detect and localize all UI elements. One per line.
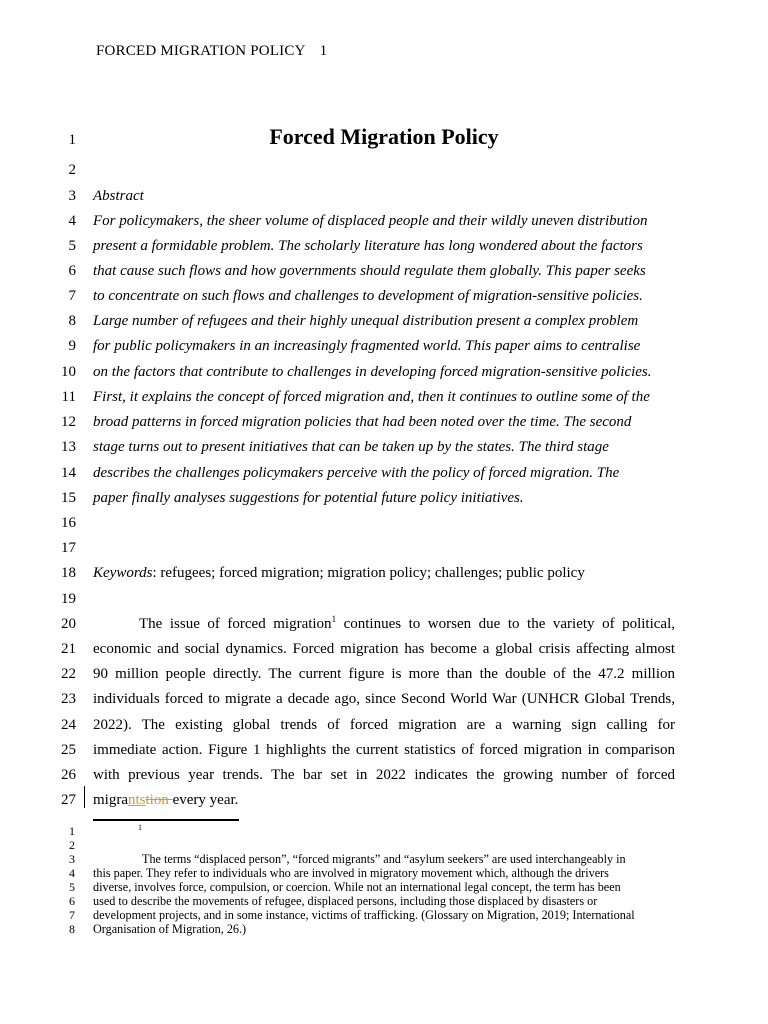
line-number: 6: [68, 263, 76, 279]
line-number: 4: [68, 213, 76, 229]
line-number: 24: [61, 717, 76, 733]
tracked-insertion[interactable]: nts: [128, 792, 146, 808]
footnote-reference[interactable]: 1: [331, 614, 337, 624]
footnote-line[interactable]: this paper. They refer to individuals who are involved in migratory movement which, although the drivers: [93, 866, 609, 880]
body-line[interactable]: immediate action. Figure 1 highlights the current statistics of forced migration in comparison: [93, 742, 675, 758]
body-text: migra: [93, 792, 128, 808]
abstract-line[interactable]: that cause such flows and how governments should regulate them globally. This paper seeks: [93, 263, 646, 279]
line-number: 27: [61, 792, 76, 808]
body-line[interactable]: 2022). The existing global trends of forced migration are a warning sign calling for: [93, 717, 675, 733]
abstract-line[interactable]: describes the challenges policymakers perceive with the policy of forced migration. The: [93, 465, 620, 481]
line-number: 26: [61, 767, 76, 783]
line-number: 14: [61, 465, 76, 481]
footnote-line-number: 3: [69, 852, 75, 866]
keywords-label: Keywords: [93, 565, 153, 581]
abstract-line[interactable]: First, it explains the concept of forced migration and, then it continues to outline some of the: [93, 389, 650, 405]
footnote-line[interactable]: development projects, and in some instance, victims of trafficking. (Glossary on Migration, 2019; International: [93, 908, 635, 922]
footnote-separator: [93, 819, 239, 821]
footnote-line[interactable]: used to describe the movements of refugee, displaced persons, including those displaced by disasters or: [93, 894, 598, 908]
line-number: 7: [68, 288, 76, 304]
line-number: 15: [61, 490, 76, 506]
abstract-line[interactable]: present a formidable problem. The scholarly literature has long wondered about the factors: [93, 238, 643, 254]
line-number: 25: [61, 742, 76, 758]
footnote-line[interactable]: Organisation of Migration, 26.): [93, 922, 247, 936]
line-number: 16: [61, 515, 76, 531]
line-number: 20: [61, 616, 76, 632]
footnote-line[interactable]: The terms “displaced person”, “forced migrants” and “asylum seekers” are used interchangeably in: [142, 852, 626, 866]
abstract-line[interactable]: For policymakers, the sheer volume of displaced people and their wildly uneven distribution: [93, 213, 648, 229]
line-number: 11: [61, 389, 76, 405]
line-number: 10: [61, 364, 76, 380]
abstract-line[interactable]: stage turns out to present initiatives that can be taken up by the states. The third stage: [93, 439, 609, 455]
abstract-heading[interactable]: Abstract: [93, 188, 144, 204]
line-number: 22: [61, 666, 76, 682]
body-line[interactable]: with previous year trends. The bar set in 2022 indicates the growing number of forced: [93, 767, 675, 783]
line-number: 21: [61, 641, 76, 657]
running-head: [96, 43, 327, 60]
line-number: 3: [68, 188, 76, 204]
line-number: 12: [61, 414, 76, 430]
abstract-line[interactable]: broad patterns in forced migration policies that had been noted over the time. The second: [93, 414, 632, 430]
line-number: 1: [68, 132, 76, 148]
footnote-line-number: 2: [69, 838, 75, 852]
body-text: every year.: [172, 792, 239, 808]
tracked-deletion[interactable]: tion: [145, 792, 173, 808]
line-number: 19: [61, 591, 76, 607]
keywords-text: : refugees; forced migration; migration policy; challenges; public policy: [152, 565, 585, 581]
body-line[interactable]: [93, 616, 675, 633]
change-bar-marker: [84, 786, 85, 808]
footnote-line-number: 6: [69, 894, 75, 908]
keywords-line[interactable]: [93, 565, 675, 582]
footnote-marker: 1: [138, 823, 142, 832]
document-title[interactable]: Forced Migration Policy: [269, 124, 499, 149]
line-number: 8: [68, 313, 76, 329]
line-number: 23: [61, 691, 76, 707]
abstract-line[interactable]: Large number of refugees and their highly unequal distribution present a complex problem: [93, 313, 639, 329]
line-number: 17: [61, 540, 76, 556]
body-line[interactable]: [93, 792, 675, 809]
line-number: 13: [61, 439, 76, 455]
line-number: 5: [68, 238, 76, 254]
footnote-line[interactable]: diverse, involves force, compulsion, or coercion. While not an international legal concept, the term has been: [93, 880, 621, 894]
abstract-line[interactable]: to concentrate on such flows and challenges to development of migration-sensitive policies.: [93, 288, 643, 304]
page-number: 1: [319, 43, 328, 59]
abstract-line[interactable]: on the factors that contribute to challenges in developing forced migration-sensitive policies.: [93, 364, 652, 380]
abstract-line[interactable]: for public policymakers in an increasingly fragmented world. This paper aims to centralise: [93, 338, 641, 354]
body-line[interactable]: 90 million people directly. The current figure is more than the double of the 47.2 million: [93, 666, 675, 682]
body-line[interactable]: individuals forced to migrate a decade ago, since Second World War (UNHCR Global Trends,: [93, 691, 675, 707]
line-number: 2: [68, 162, 76, 178]
line-number: 9: [68, 338, 76, 354]
body-text: continues to worsen due to the variety of political,: [336, 616, 675, 632]
footnote-line-number: 4: [69, 866, 75, 880]
body-text: The issue of forced migration: [139, 616, 332, 632]
footnote-line-number: 5: [69, 880, 75, 894]
line-number: 18: [61, 565, 76, 581]
footnote-line-number: 7: [69, 908, 75, 922]
footnote-line-number: 8: [69, 922, 75, 936]
running-head-title: FORCED MIGRATION POLICY: [96, 43, 306, 59]
abstract-line[interactable]: paper finally analyses suggestions for potential future policy initiatives.: [93, 490, 524, 506]
footnote-line-number: 1: [69, 824, 75, 838]
body-line[interactable]: economic and social dynamics. Forced migration has become a global crisis affecting almost: [93, 641, 675, 657]
